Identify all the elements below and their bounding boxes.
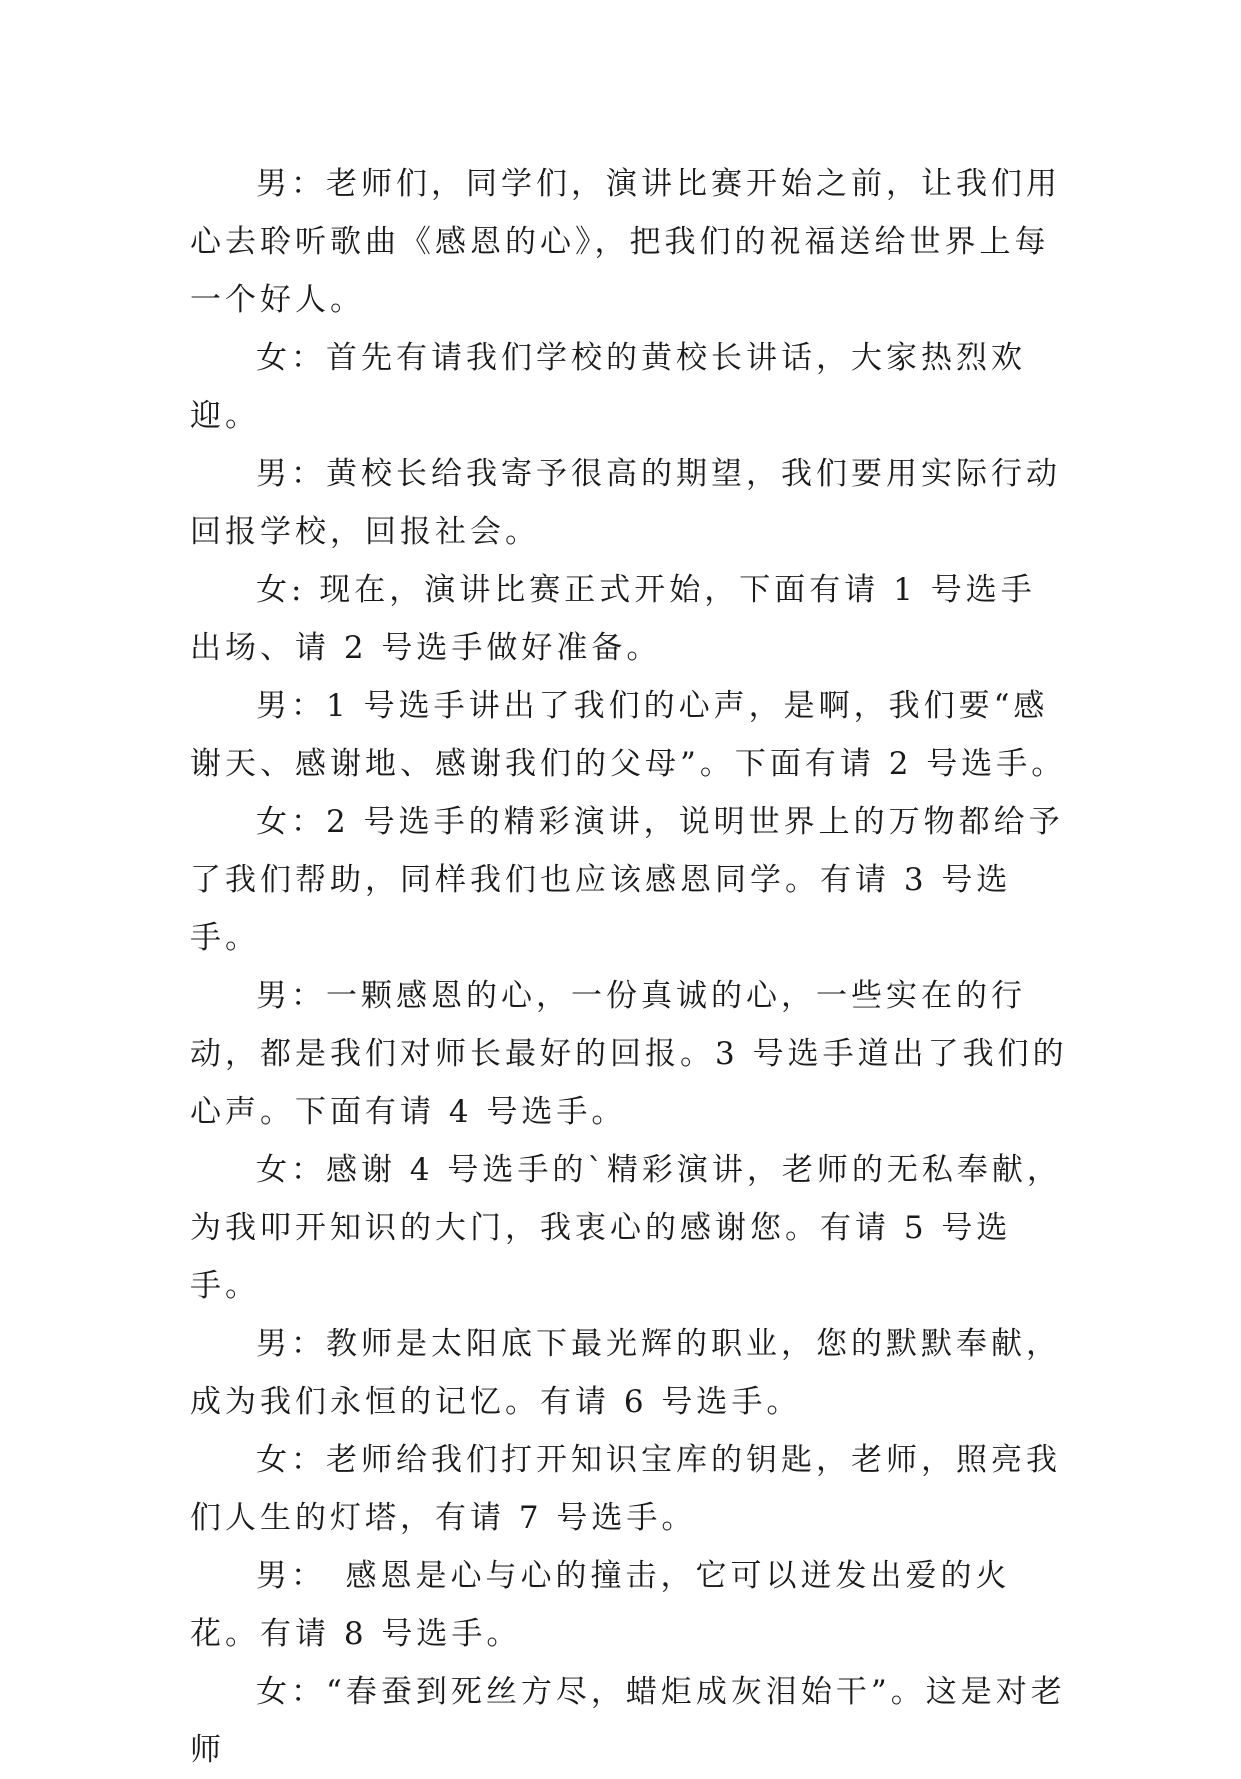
- paragraph: 女：感谢 4 号选手的`精彩演讲，老师的无私奉献，为我叩开知识的大门，我衷心的感谢您。有请 5 号选手。: [190, 1152, 1062, 1304]
- paragraph: 男：1 号选手讲出了我们的心声，是啊，我们要“感谢天、感谢地、感谢我们的父母”。下面有请 2 号选手。: [190, 688, 1067, 782]
- paragraph: 男： 感恩是心与心的撞击，它可以迸发出爱的火花。有请 8 号选手。: [190, 1558, 1011, 1652]
- paragraph: 女: 现在，演讲比赛正式开始，下面有请 1 号选手出场、请 2 号选手做好准备。: [190, 572, 1036, 666]
- paragraph: 女：首先有请我们学校的黄校长讲话，大家热烈欢迎。: [190, 340, 1026, 434]
- document-body: [190, 155, 1070, 1779]
- paragraph: 男：老师们，同学们，演讲比赛开始之前，让我们用心去聆听歌曲《感恩的心》，把我们的祝福送给世界上每一个好人。: [190, 166, 1061, 318]
- paragraph: 男：黄校长给我寄予很高的期望，我们要用实际行动回报学校，回报社会。: [190, 456, 1061, 550]
- paragraph: 女：2 号选手的精彩演讲，说明世界上的万物都给予了我们帮助，同样我们也应该感恩同学。有请 3 号选手。: [190, 804, 1064, 956]
- paragraph: 男：一颗感恩的心，一份真诚的心，一些实在的行动，都是我们对师长最好的回报。3 号选手道出了我们的心声。下面有请 4 号选手。: [190, 978, 1068, 1130]
- paragraph: 女：老师给我们打开知识宝库的钥匙，老师，照亮我们人生的灯塔，有请 7 号选手。: [190, 1442, 1061, 1536]
- paragraph: 女：“春蚕到死丝方尽，蜡炬成灰泪始干”。这是对老师: [190, 1674, 1066, 1768]
- paragraph: 男：教师是太阳底下最光辉的职业，您的默默奉献，成为我们永恒的记忆。有请 6 号选手。: [190, 1326, 1061, 1420]
